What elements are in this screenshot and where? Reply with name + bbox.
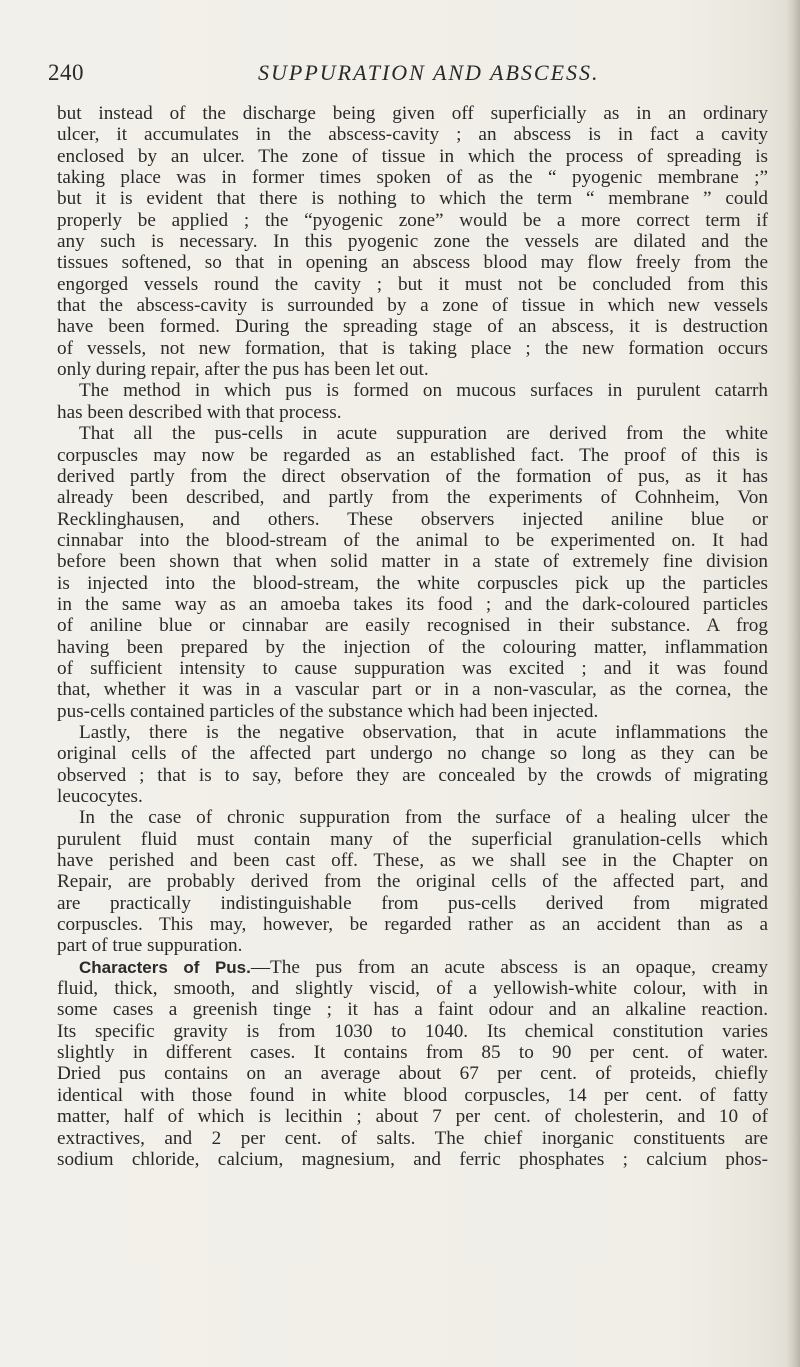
text-line [57,188,768,209]
line-text: has been described with that process. [57,401,342,423]
text-line [57,274,768,295]
text-line [57,871,768,892]
line-text: having been prepared by the injection of the colouring matter, inflammation [57,636,768,658]
line-text: slightly in different cases. It contains from 85 to 90 per cent. of water. [57,1042,768,1064]
line-text: corpuscles may now be regarded as an established fact. The proof of this is [57,444,768,466]
text-line [57,231,768,252]
line-text: that, whether it was in a vascular part or in a non-vascular, as the cornea, the [57,679,768,701]
text-line [57,316,768,337]
text-line [57,530,768,551]
line-text: of vessels, not new formation, that is taking place ; the new formation occurs [57,337,768,359]
text-line [57,722,768,743]
text-line [57,807,768,828]
text-line [57,914,768,935]
text-line [57,615,768,636]
line-text: In the case of chronic suppuration from the surface of a healing ulcer the [79,807,768,829]
text-line [57,1149,768,1170]
line-text: Repair, are probably derived from the original cells of the affected part, and [57,871,768,893]
text-line [57,359,768,380]
line-text: derived partly from the direct observation of the formation of pus, as it has [57,465,768,487]
line-text: —The pus from an acute abscess is an opaque, creamy [250,956,768,978]
text-line [57,338,768,359]
section-heading: Characters of Pus. [79,957,251,977]
line-text: engorged vessels round the cavity ; but it must not be concluded from this [57,273,768,295]
text-line [57,850,768,871]
line-text: tissues softened, so that in opening an abscess blood may flow freely from the [57,252,768,274]
text-line [57,509,768,530]
line-text: of aniline blue or cinnabar are easily recognised in their substance. A frog [57,615,768,637]
line-text: corpuscles. This may, however, be regarded rather as an accident than as a [57,914,768,936]
line-text: taking place was in former times spoken of as the “ pyogenic membrane ;” [57,167,768,189]
text-line [57,252,768,273]
text-line [57,1042,768,1063]
text-line [57,167,768,188]
line-text: enclosed by an ulcer. The zone of tissue in which the process of spreading is [57,145,768,167]
line-text: Its specific gravity is from 1030 to 1040. Its chemical constitution varies [57,1020,768,1042]
text-line [57,146,768,167]
line-text: identical with those found in white blood corpuscles, 14 per cent. of fatty [57,1084,768,1106]
line-text: properly be applied ; the “pyogenic zone” would be a more correct term if [57,209,768,231]
line-text: The method in which pus is formed on mucous surfaces in purulent catarrh [79,380,768,402]
line-text: ulcer, it accumulates in the abscess-cavity ; an abscess is in fact a cavity [57,124,768,146]
text-line [57,765,768,786]
text-line [57,124,768,145]
page-edge-shadow [786,0,800,1367]
line-text: only during repair, after the pus has been let out. [57,359,429,381]
line-text: pus-cells contained particles of the substance which had been injected. [57,700,599,722]
text-line [57,295,768,316]
page-number: 240 [48,60,84,85]
line-text: That all the pus-cells in acute suppuration are derived from the white [79,423,768,445]
line-text: of sufficient intensity to cause suppuration was excited ; and it was found [57,657,768,679]
line-text: original cells of the affected part undergo no change so long as they can be [57,743,768,765]
line-text: that the abscess-cavity is surrounded by a zone of tissue in which new vessels [57,295,768,317]
text-line [57,701,768,722]
text-line [57,893,768,914]
line-text: are practically indistinguishable from pus-cells derived from migrated [57,892,768,914]
text-line [57,999,768,1020]
line-text: have been formed. During the spreading stage of an abscess, it is destruction [57,316,768,338]
text-line [57,957,768,978]
text-line [57,935,768,956]
line-text: any such is necessary. In this pyogenic zone the vessels are dilated and the [57,231,768,253]
text-line [57,1128,768,1149]
text-line [57,487,768,508]
line-text: purulent fluid must contain many of the superficial granulation-cells which [57,828,768,850]
line-text: some cases a greenish tinge ; it has a faint odour and an alkaline reaction. [57,999,768,1021]
line-text: Recklinghausen, and others. These observers injected aniline blue or [57,508,768,530]
line-text: in the same way as an amoeba takes its food ; and the dark-coloured particles [57,593,768,615]
text-line [57,402,768,423]
line-text: Dried pus contains on an average about 67 per cent. of proteids, chiefly [57,1063,768,1085]
line-text: but it is evident that there is nothing to which the term “ membrane ” could [57,188,768,210]
text-line [57,380,768,401]
line-text: leucocytes. [57,786,143,807]
running-head: SUPPURATION AND ABSCESS. [258,60,600,85]
line-text: cinnabar into the blood-stream of the animal to be experimented on. It had [57,529,768,551]
text-line [57,786,768,807]
line-text: observed ; that is to say, before they are concealed by the crowds of migrating [57,764,768,786]
text-line [57,103,768,124]
line-text: Lastly, there is the negative observation, that in acute inflammations the [79,721,768,743]
body-text [57,103,768,1170]
line-text: before been shown that when solid matter in a state of extremely fine division [57,551,768,573]
line-text: already been described, and partly from the experiments of Cohnheim, Von [57,487,768,509]
line-text: is injected into the blood-stream, the white corpuscles pick up the particles [57,572,768,594]
text-line [57,679,768,700]
text-line [57,1021,768,1042]
text-line [57,1063,768,1084]
text-line [57,978,768,999]
text-line [57,573,768,594]
text-line [57,658,768,679]
line-text: have perished and been cast off. These, as we shall see in the Chapter on [57,850,768,872]
text-line [57,637,768,658]
text-line [57,1106,768,1127]
text-line [57,551,768,572]
text-line [57,466,768,487]
text-line [57,829,768,850]
line-text: fluid, thick, smooth, and slightly viscid, of a yellowish-white colour, with in [57,978,768,1000]
text-line [57,1085,768,1106]
text-line [57,594,768,615]
line-text: but instead of the discharge being given off superficially as in an ordinary [57,103,768,124]
text-line [57,445,768,466]
line-text: extractives, and 2 per cent. of salts. The chief inorganic constituents are [57,1127,768,1149]
line-text: matter, half of which is lecithin ; about 7 per cent. of cholesterin, and 10 of [57,1106,768,1128]
line-text: sodium chloride, calcium, magnesium, and ferric phosphates ; calcium phos- [57,1148,768,1170]
line-text: part of true suppuration. [57,935,243,957]
page-header [48,56,768,90]
text-line [57,743,768,764]
text-line [57,423,768,444]
text-line [57,210,768,231]
